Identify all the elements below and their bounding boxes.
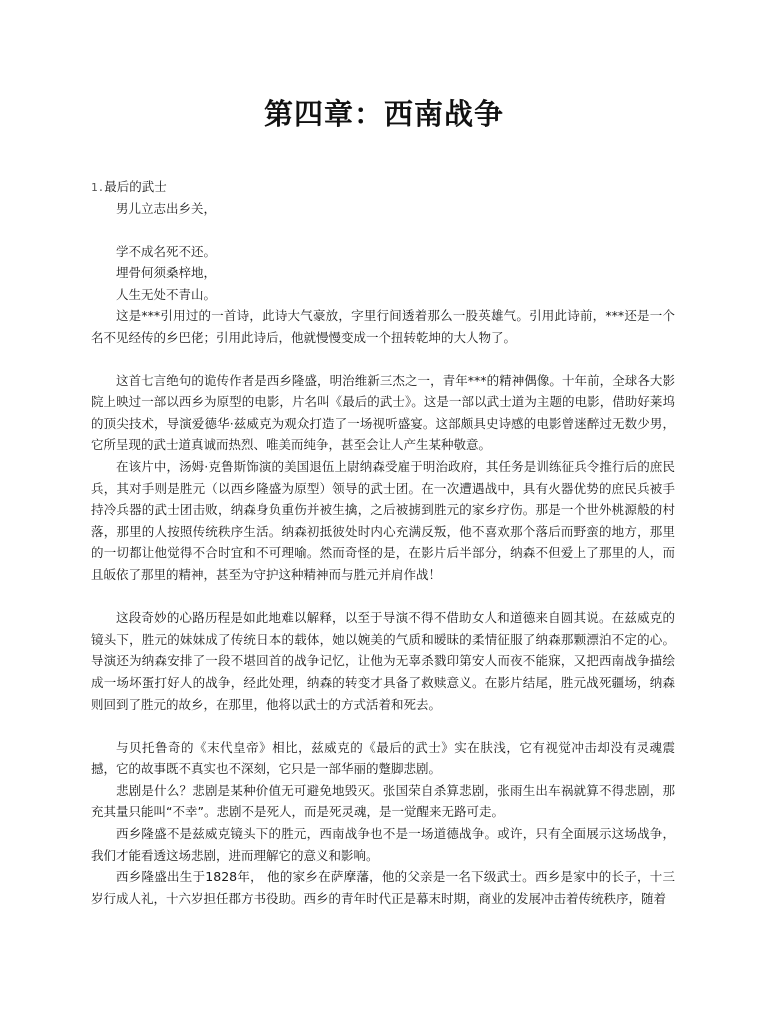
- section-heading: [91, 176, 675, 198]
- paragraph: 悲剧是什么？悲剧是某种价值无可避免地毁灭。张国荣自杀算悲剧，张雨生出车祸就算不得悲剧，那充其量只能叫“不幸”。悲剧不是死人，而是死灵魂，是一觉醒来无路可走。: [91, 782, 675, 820]
- paragraph: 与贝托鲁奇的《末代皇帝》相比，兹威克的《最后的武士》实在肤浅，它有视觉冲击却没有灵魂震撼，它的故事既不真实也不深刻，它只是一部华丽的蹩脚悲剧。: [91, 739, 675, 777]
- paragraph: 在该片中，汤姆·克鲁斯饰演的美国退伍上尉纳森受雇于明治政府，其任务是训练征兵令推行后的庶民兵，其对手则是胜元（以西乡隆盛为原型）领导的武士团。在一次遭遇战中，具有火器优势的庶民兵被手持冷兵器的武士团击败，纳森身负重伤并被生擒，之后被掳到胜元的家乡疗伤。那是一个世外桃源般的村落，那里的人按照传统秩序生活。纳森初抵彼处时内心充满反叛，他不喜欢那个落后而野蛮的地方，那里的一切都让他觉得不合时宜和不可理喻。然而奇怪的是，在影片后半部分，纳森不但爱上了那里的人，而且皈依了那里的精神，甚至为守护这种精神而与胜元并肩作战！: [91, 459, 675, 583]
- document-body: [91, 176, 675, 909]
- paragraph: 这段奇妙的心路历程是如此地难以解释，以至于导演不得不借助女人和道德来自圆其说。在兹威克的镜头下，胜元的妹妹成了传统日本的载体，她以婉美的气质和暧昧的柔情征服了纳森那颗漂泊不定的心。导演还为纳森安排了一段不堪回首的战争记忆，让他为无辜杀戮印第安人而夜不能寐，又把西南战争描绘成一场坏蛋打好人的战争，经此处理，纳森的转变才具备了救赎意义。在影片结尾，胜元战死疆场，纳森则回到了胜元的故乡，在那里，他将以武士的方式活着和死去。: [91, 610, 675, 712]
- paragraph: 西乡隆盛出生于1828年， 他的家乡在萨摩藩，他的父亲是一名下级武士。西乡是家中的长子，十三岁行成人礼，十六岁担任郡方书役助。西乡的青年时代正是幕末时期，商业的发展冲击着传统秩序，随着: [91, 869, 675, 906]
- section-number: 1.: [91, 181, 105, 194]
- poem-line: 人生无处不青山。: [116, 286, 217, 302]
- section-title: 最后的武士: [104, 179, 167, 194]
- poem: [91, 198, 675, 306]
- poem-line: 男儿立志出乡关，: [116, 200, 217, 216]
- poem-line: 学不成名死不还。: [116, 243, 217, 259]
- paragraph: 这是***引用过的一首诗，此诗大气豪放，字里行间透着那么一股英雄气。引用此诗前，***还是一个名不见经传的乡巴佬；引用此诗后，他就慢慢变成一个扭转乾坤的大人物了。: [91, 308, 675, 345]
- poem-line: 埋骨何须桑梓地，: [116, 265, 217, 280]
- chapter-title: 第四章：西南战争: [263, 97, 504, 131]
- paragraph: 这首七言绝句的诡传作者是西乡隆盛，明治维新三杰之一，青年***的精神偶像。十年前，全球各大影院上映过一部以西乡为原型的电影，片名叫《最后的武士》。这是一部以武士道为主题的电影，借助好莱坞的顶尖技术，导演爱德华·兹威克为观众打造了一场视听盛宴。这部颇具史诗感的电影曾迷醉过无数少男，它所呈现的武士道真诚而热烈、唯美而纯争，甚至会让人产生某种敬意。: [91, 372, 675, 453]
- paragraph: 西乡隆盛不是兹威克镜头下的胜元，西南战争也不是一场道德战争。或许，只有全面展示这场战争，我们才能看透这场悲剧，进而理解它的意义和影响。: [91, 825, 675, 863]
